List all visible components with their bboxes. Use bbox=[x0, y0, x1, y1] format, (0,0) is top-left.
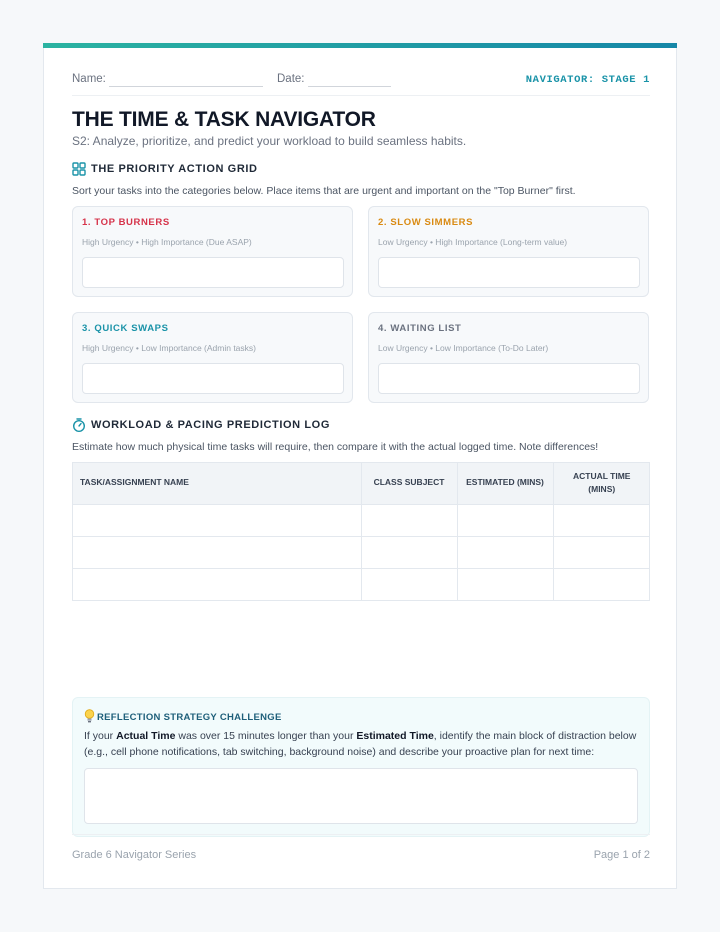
table-cell[interactable] bbox=[361, 536, 457, 568]
card-subtitle: High Urgency • Low Importance (Admin tasks) bbox=[82, 343, 256, 353]
table-cell[interactable] bbox=[553, 568, 650, 600]
card-subtitle: Low Urgency • High Importance (Long-term value) bbox=[378, 237, 568, 247]
reflection-input[interactable] bbox=[84, 768, 638, 824]
card-waiting-list bbox=[368, 312, 649, 403]
name-label: Name: bbox=[72, 73, 106, 85]
workload-heading-text: WORKLOAD & PACING PREDICTION LOG bbox=[91, 419, 330, 431]
reflection-heading: REFLECTION STRATEGY CHALLENGE bbox=[97, 712, 282, 723]
column-header: CLASS SUBJECT bbox=[361, 462, 457, 504]
table-row bbox=[72, 536, 650, 568]
waiting-list-input[interactable] bbox=[378, 363, 640, 394]
priority-instructions: Sort your tasks into the categories below. Place items that are urgent and important on the "Top Burner" first. bbox=[72, 185, 576, 197]
table-cell[interactable] bbox=[361, 568, 457, 600]
table-cell[interactable] bbox=[72, 568, 361, 600]
page-title: THE TIME & TASK NAVIGATOR bbox=[72, 108, 376, 131]
header-row bbox=[72, 72, 650, 96]
accent-bar bbox=[43, 43, 677, 48]
column-header: ACTUAL TIME (MINS) bbox=[553, 462, 650, 504]
workload-table bbox=[72, 462, 650, 601]
card-title: 4. WAITING LIST bbox=[378, 323, 462, 334]
column-header: ESTIMATED (MINS) bbox=[457, 462, 553, 504]
reflection-box bbox=[72, 697, 650, 837]
table-header-row bbox=[72, 462, 650, 504]
card-quick-swaps bbox=[72, 312, 353, 403]
lightbulb-icon bbox=[84, 709, 95, 723]
worksheet-page bbox=[43, 43, 677, 889]
slow-simmers-input[interactable] bbox=[378, 257, 640, 288]
card-title: 2. SLOW SIMMERS bbox=[378, 217, 474, 228]
card-subtitle: High Urgency • High Importance (Due ASAP) bbox=[82, 237, 252, 247]
table-cell[interactable] bbox=[72, 504, 361, 536]
table-row bbox=[72, 568, 650, 600]
workload-instructions: Estimate how much physical time tasks will require, then compare it with the actual logged time. Note differences! bbox=[72, 441, 599, 453]
priority-heading-text: THE PRIORITY ACTION GRID bbox=[91, 163, 258, 175]
table-cell[interactable] bbox=[457, 568, 553, 600]
top-burners-input[interactable] bbox=[82, 257, 344, 288]
grid-icon bbox=[72, 162, 86, 176]
date-field[interactable] bbox=[308, 86, 391, 87]
name-field[interactable] bbox=[109, 86, 263, 87]
quick-swaps-input[interactable] bbox=[82, 363, 344, 394]
card-title: 3. QUICK SWAPS bbox=[82, 323, 169, 334]
table-cell[interactable] bbox=[72, 536, 361, 568]
page-subtitle: S2: Analyze, prioritize, and predict your workload to build seamless habits. bbox=[72, 134, 467, 148]
card-title: 1. TOP BURNERS bbox=[82, 217, 170, 228]
date-label: Date: bbox=[277, 73, 305, 85]
table-cell[interactable] bbox=[553, 536, 650, 568]
card-subtitle: Low Urgency • Low Importance (To-Do Later) bbox=[378, 343, 549, 353]
reflection-prompt: If your Actual Time was over 15 minutes longer than your Estimated Time, identify the main block of distraction below (e.g., cell phone notifications, tab switching, background noise) and describe your proactive plan for next time: bbox=[84, 730, 637, 758]
card-slow-simmers bbox=[368, 206, 649, 297]
table-row bbox=[72, 504, 650, 536]
stopwatch-icon bbox=[72, 418, 86, 432]
column-header: TASK/ASSIGNMENT NAME bbox=[72, 462, 361, 504]
page-number: Page 1 of 2 bbox=[593, 849, 650, 861]
series-label: Grade 6 Navigator Series bbox=[72, 849, 197, 861]
card-top-burners bbox=[72, 206, 353, 297]
footer bbox=[72, 834, 650, 864]
stage-badge: NAVIGATOR: STAGE 1 bbox=[525, 74, 650, 86]
table-cell[interactable] bbox=[457, 504, 553, 536]
table-cell[interactable] bbox=[553, 504, 650, 536]
table-cell[interactable] bbox=[361, 504, 457, 536]
table-cell[interactable] bbox=[457, 536, 553, 568]
